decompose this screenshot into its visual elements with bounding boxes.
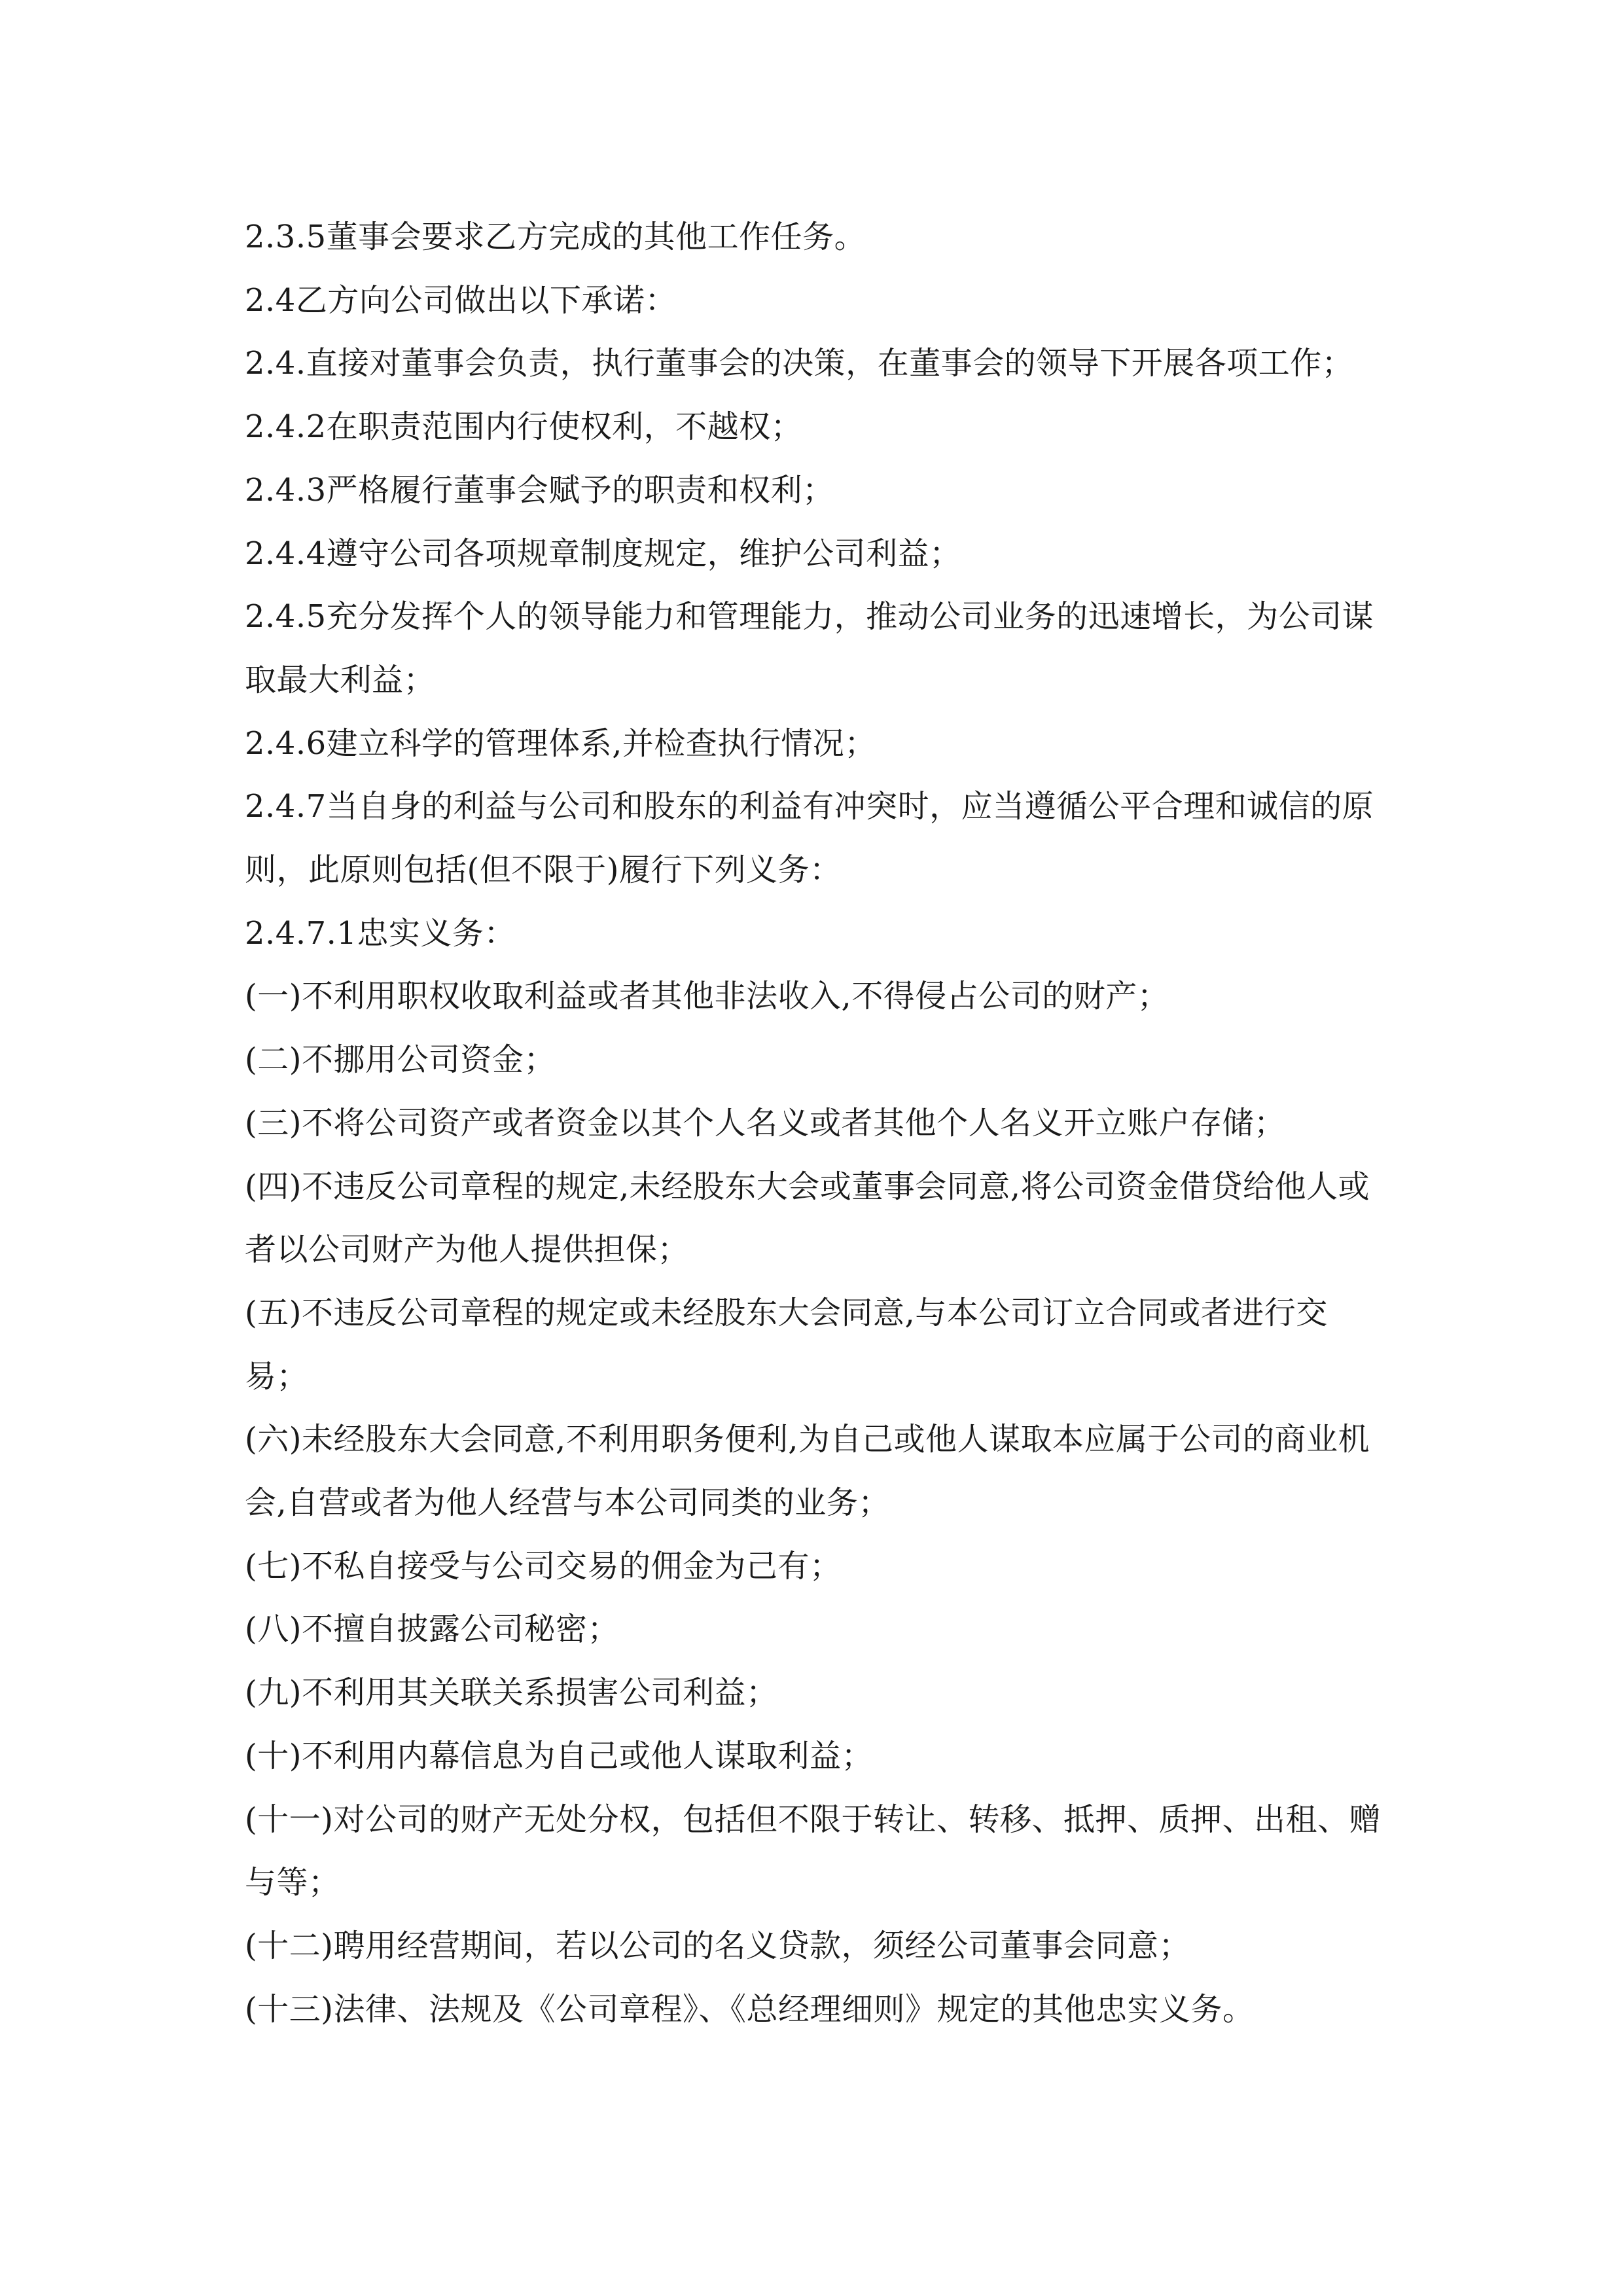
- list-item-10: (十)不利用内幕信息为自己或他人谋取利益；: [245, 1737, 873, 1774]
- paragraph-2-4-2: 2.4.2在职责范围内行使权利，不越权；: [245, 408, 803, 446]
- paragraph-2-3-5: 2.3.5董事会要求乙方完成的其他工作任务。: [245, 219, 866, 255]
- paragraph-2-4-7: 2.4.7当自身的利益与公司和股东的利益有冲突时，应当遵循公平合理和诚信的原则，此原则包括(但不限于)履行下列义务：: [245, 788, 1374, 889]
- list-item-7: (七)不私自接受与公司交易的佣金为己有；: [245, 1547, 842, 1585]
- paragraph-2-4-6: 2.4.6建立科学的管理体系,并检查执行情况；: [245, 725, 876, 762]
- paragraph-2-4-5: 2.4.5充分发挥个人的领导能力和管理能力，推动公司业务的迅速增长，为公司谋取最大利益；: [245, 598, 1374, 698]
- paragraph-2-4-4: 2.4.4遵守公司各项规章制度规定，维护公司利益；: [245, 535, 961, 572]
- list-item-3: (三)不将公司资产或者资金以其个人名义或者其他个人名义开立账户存储；: [245, 1104, 1286, 1141]
- paragraph-2-4-3: 2.4.3严格履行董事会赋予的职责和权利；: [245, 471, 834, 509]
- list-item-1: (一)不利用职权收取利益或者其他非法收入,不得侵占公司的财产；: [245, 978, 1169, 1015]
- list-item-12: (十二)聘用经营期间，若以公司的名义贷款，须经公司董事会同意；: [245, 1927, 1190, 1964]
- document-body: [245, 206, 1383, 2041]
- paragraph-2-4-1: 2.4.直接对董事会负责，执行董事会的决策，在董事会的领导下开展各项工作；: [245, 345, 1354, 382]
- list-item-9: (九)不利用其关联关系损害公司利益；: [245, 1674, 778, 1712]
- paragraph-2-4: 2.4乙方向公司做出以下承诺：: [245, 281, 677, 319]
- paragraph-2-4-7-1: 2.4.7.1忠实义务：: [245, 914, 516, 952]
- list-item-11: (十一)对公司的财产无处分权，包括但不限于转让、转移、抵押、质押、出租、赠与等；: [245, 1801, 1381, 1901]
- list-item-6: (六)未经股东大会同意,不利用职务便利,为自己或他人谋取本应属于公司的商业机会,自营或者为他人经营与本公司同类的业务；: [245, 1421, 1370, 1522]
- list-item-13: (十三)法律、法规及《公司章程》、《总经理细则》规定的其他忠实义务。: [245, 1990, 1255, 2028]
- list-item-2: (二)不挪用公司资金；: [245, 1041, 556, 1079]
- list-item-8: (八)不擅自披露公司秘密；: [245, 1611, 619, 1648]
- list-item-5: (五)不违反公司章程的规定或未经股东大会同意,与本公司订立合同或者进行交易；: [245, 1294, 1328, 1395]
- list-item-4: (四)不违反公司章程的规定,未经股东大会或董事会同意,将公司资金借贷给他人或者以公司财产为他人提供担保；: [245, 1168, 1370, 1268]
